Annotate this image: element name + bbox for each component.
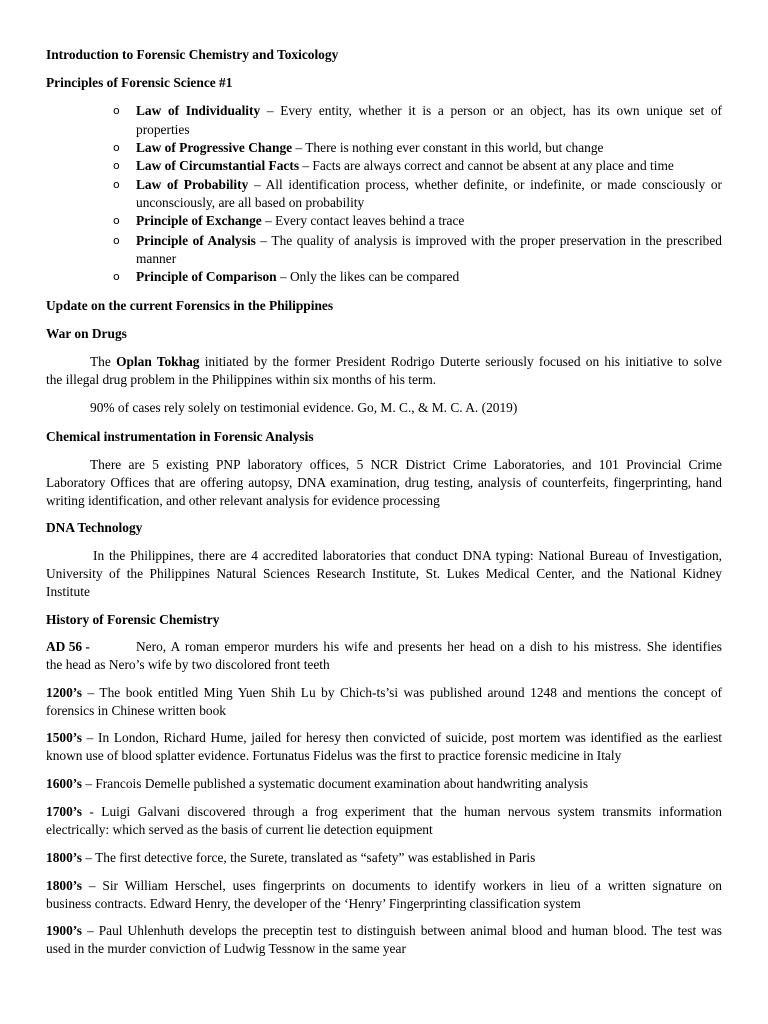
war-on-drugs-citation: 90% of cases rely solely on testimonial evidence. Go, M. C., & M. C. A. (2019) [90, 400, 518, 415]
history-entry: 1800’s – The first detective force, the Surete, translated as “safety” was established in Paris [46, 850, 536, 865]
bullet-icon: o [113, 104, 120, 117]
history-entry-continued: forensics in Chinese written book [46, 703, 226, 718]
principles-heading: Principles of Forensic Science #1 [46, 75, 233, 90]
bullet-icon: o [113, 178, 120, 191]
dna-heading: DNA Technology [46, 520, 143, 535]
history-entry-continued: electrically: which served as the basis of current lie detection equipment [46, 822, 433, 837]
document-title: Introduction to Forensic Chemistry and Toxicology [46, 47, 339, 62]
bullet-icon: o [113, 270, 120, 283]
instrumentation-paragraph-continued: writing identification, and other relevant analysis for evidence processing [46, 493, 440, 508]
bullet-icon: o [113, 159, 120, 172]
history-heading: History of Forensic Chemistry [46, 612, 220, 627]
principle-item: Principle of Comparison – Only the likes can be compared [136, 269, 460, 284]
dna-paragraph: In the Philippines, there are 4 accredited laboratories that conduct DNA typing: National Bureau of Investigation, [93, 548, 722, 563]
history-entry: 1200’s – The book entitled Ming Yuen Shih Lu by Chich-ts’si was published around 1248 and mentions the concept of [46, 685, 722, 700]
update-heading: Update on the current Forensics in the Philippines [46, 298, 334, 313]
history-entry: 1600’s – Francois Demelle published a systematic document examination about handwriting analysis [46, 776, 589, 791]
principle-item: Principle of Exchange – Every contact leaves behind a trace [136, 213, 465, 228]
instrumentation-paragraph-continued: Laboratory Offices that are offering autopsy, DNA examination, drug testing, analysis of counterfeits, fingerprinting, hand [46, 475, 722, 490]
instrumentation-heading: Chemical instrumentation in Forensic Analysis [46, 429, 314, 444]
principle-item-continued: manner [136, 251, 177, 266]
history-entry-continued: business contracts. Edward Henry, the developer of the ‘Henry’ Fingerprinting classification system [46, 896, 581, 911]
history-entry: Nero, A roman emperor murders his wife and presents her head on a dish to his mistress. She identifies [136, 639, 722, 654]
history-entry-continued: the head as Nero’s wife by two discolored front teeth [46, 657, 330, 672]
principle-item: Law of Circumstantial Facts – Facts are always correct and cannot be absent at any place and time [136, 158, 674, 173]
history-entry: 1800’s – Sir William Herschel, uses fingerprints on documents to identify workers in lieu of a written signature on [46, 878, 722, 893]
history-entry: 1900’s – Paul Uhlenhuth develops the preceptin test to distinguish between animal blood and human blood. The test was [46, 923, 722, 938]
history-entry: 1500’s – In London, Richard Hume, jailed for heresy then convicted of suicide, post mortem was identified as the earliest [46, 730, 722, 745]
bullet-icon: o [113, 141, 120, 154]
bullet-icon: o [113, 214, 120, 227]
principle-item-continued: properties [136, 122, 190, 137]
war-on-drugs-paragraph-continued: the illegal drug problem in the Philippines within six months of his term. [46, 372, 437, 387]
instrumentation-paragraph: There are 5 existing PNP laboratory offices, 5 NCR District Crime Laboratories, and 101 Provincial Crime [90, 457, 722, 472]
war-on-drugs-heading: War on Drugs [46, 326, 127, 341]
principle-item: Law of Individuality – Every entity, whether it is a person or an object, has its own unique set of [136, 103, 722, 118]
history-entry-continued: known use of blood splatter evidence. Fortunatus Fidelus was the first to practice forensic medicine in Italy [46, 748, 622, 763]
history-entry: 1700’s - Luigi Galvani discovered through a frog experiment that the human nervous system transmits information [46, 804, 722, 819]
dna-paragraph-continued: Institute [46, 584, 90, 599]
dna-paragraph-continued: University of the Philippines Natural Sciences Research Institute, St. Lukes Medical Center, and the National Kidney [46, 566, 722, 581]
principle-item: Law of Probability – All identification process, whether definite, or indefinite, or made consciously or [136, 177, 722, 192]
principle-item: Principle of Analysis – The quality of analysis is improved with the proper preservation in the prescribed [136, 233, 722, 248]
bullet-icon: o [113, 234, 120, 247]
principle-item: Law of Progressive Change – There is nothing ever constant in this world, but change [136, 140, 604, 155]
history-era-label: AD 56 - [46, 639, 90, 654]
war-on-drugs-paragraph: The Oplan Tokhag initiated by the former President Rodrigo Duterte seriously focused on his initiative to solve [90, 354, 722, 369]
history-entry-continued: used in the murder conviction of Ludwig Tessnow in the same year [46, 941, 406, 956]
principle-item-continued: unconsciously, are all based on probability [136, 195, 365, 210]
